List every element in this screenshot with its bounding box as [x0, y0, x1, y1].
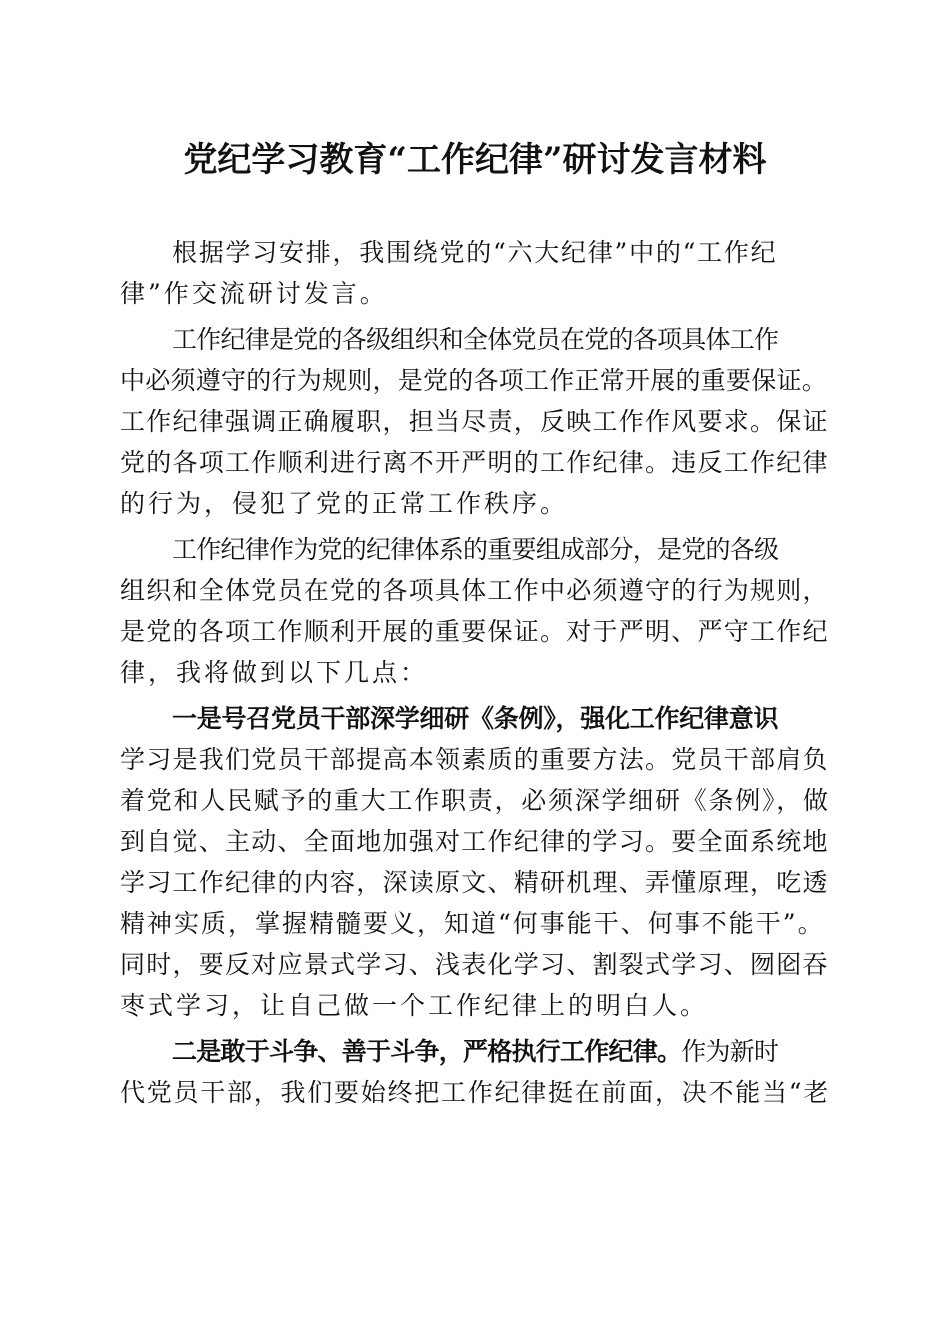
paragraph-lead-line — [120, 698, 830, 739]
paragraph-line: 枣式学习，让自己做一个工作纪律上的明白人。 — [120, 991, 709, 1020]
point-two-heading: 二是敢于斗争、善于斗争，严格执行工作纪律。 — [172, 1037, 682, 1066]
paragraph-line: 工作纪律是党的各级组织和全体党员在党的各项具体工作 — [172, 325, 779, 354]
paragraph-line: 工作纪律强调正确履职，担当尽责，反映工作作风要求。保证 — [120, 407, 829, 436]
paragraph-line: 律”作交流研讨发言。 — [120, 279, 388, 308]
paragraph-line: 党的各项工作顺利进行离不开严明的工作纪律。违反工作纪律 — [120, 448, 829, 477]
paragraph-line: 同时，要反对应景式学习、浅表化学习、割裂式学习、囫囵吞 — [120, 950, 829, 979]
paragraph-definition — [120, 319, 830, 524]
paragraph-line: 是党的各项工作顺利开展的重要保证。对于严明、严守工作纪 — [120, 617, 829, 646]
paragraph-line: 律，我将做到以下几点： — [120, 658, 429, 687]
paragraph-line: 中必须遵守的行为规则，是党的各项工作正常开展的重要保证。 — [120, 366, 828, 395]
paragraph-line: 学习工作纪律的内容，深读原文、精研机理、弄懂原理，吃透 — [120, 868, 829, 897]
paragraph-line: 组织和全体党员在党的各项具体工作中必须遵守的行为规则， — [120, 576, 829, 605]
paragraph-line: 到自觉、主动、全面地加强对工作纪律的学习。要全面系统地 — [120, 827, 829, 856]
paragraph-line: 着党和人民赋予的重大工作职责，必须深学细研《条例》，做 — [120, 786, 830, 815]
paragraph-line: 学习是我们党员干部提高本领素质的重要方法。党员干部肩负 — [120, 745, 829, 774]
paragraph-lead-line — [120, 1031, 830, 1072]
point-one-heading: 一是号召党员干部深学细研《条例》，强化工作纪律意识 — [172, 704, 779, 733]
paragraph-line: 代党员干部，我们要始终把工作纪律挺在前面，决不能当“老 — [120, 1078, 831, 1107]
paragraph-importance — [120, 529, 830, 693]
paragraph-intro — [120, 232, 830, 314]
paragraph-point-two — [120, 1031, 830, 1113]
point-two-tail: 作为新时 — [681, 1037, 779, 1066]
paragraph-line: 的行为，侵犯了党的正常工作秩序。 — [120, 489, 569, 518]
paragraph-line: 工作纪律作为党的纪律体系的重要组成部分，是党的各级 — [172, 535, 779, 564]
document-body — [120, 232, 830, 1113]
paragraph-line: 精神实质，掌握精髓要义，知道“何事能干、何事不能干”。 — [120, 909, 825, 938]
paragraph-line: 根据学习安排，我围绕党的“六大纪律”中的“工作纪 — [172, 238, 778, 267]
document-title: 党纪学习教育“工作纪律”研讨发言材料 — [183, 140, 767, 180]
paragraph-point-one — [120, 698, 830, 1026]
